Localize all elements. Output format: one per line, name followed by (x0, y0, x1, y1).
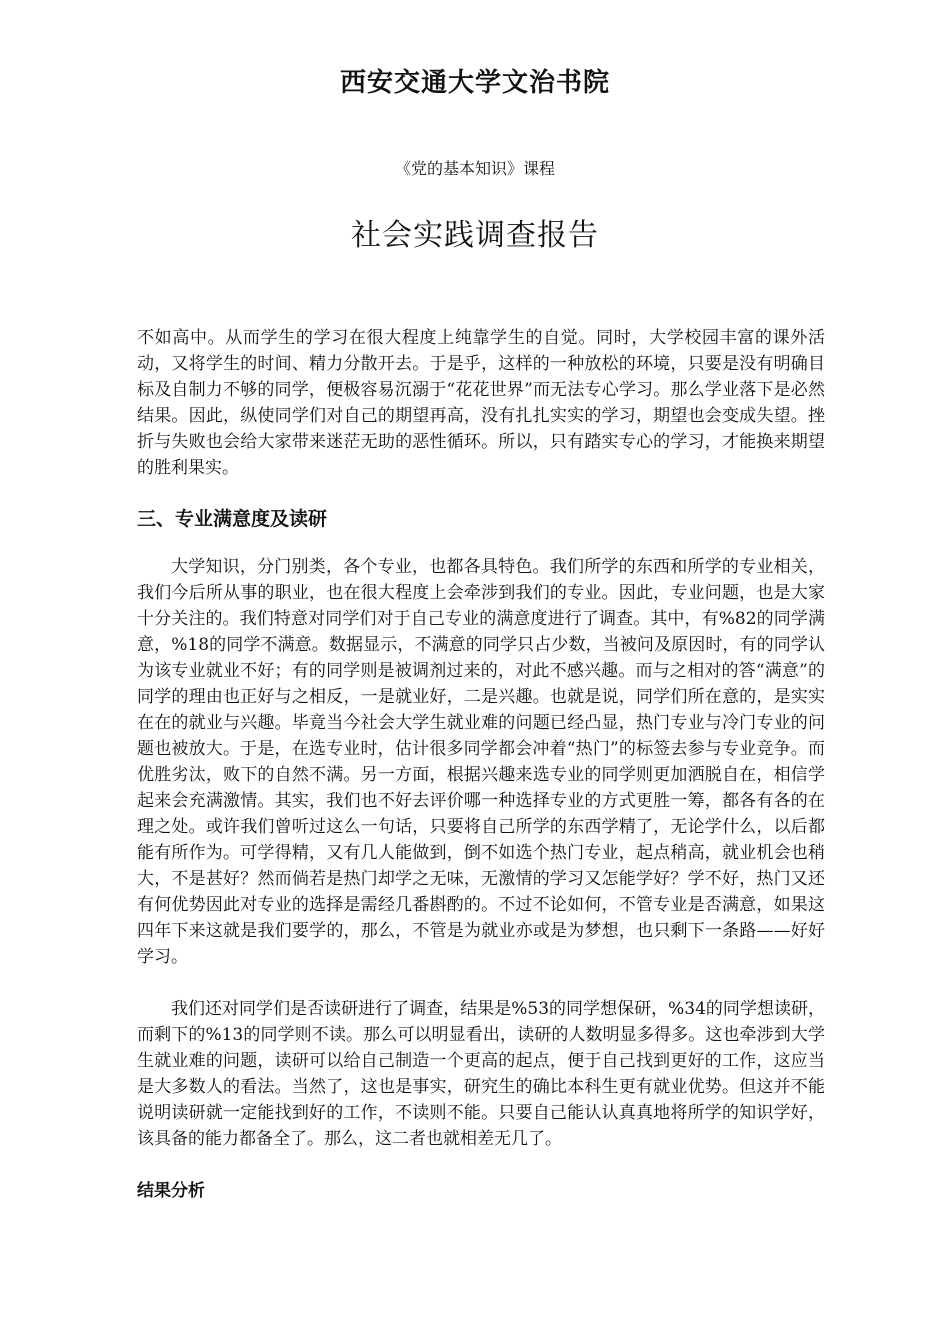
paragraph-graduate-study: 我们还对同学们是否读研进行了调查，结果是%53的同学想保研，%34的同学想读研，而剩下的%13的同学则不读。那么可以明显看出，读研的人数明显多得多。这也牵涉到大学生就业难的问题，读研可以给自己制造一个更高的起点，便于自己找到更好的工作，这应当是大多数人的看法。当然了，这也是事实，研究生的确比本科生更有就业优势。但这并不能说明读研就一定能找到好的工作，不读则不能。只要自己能认认真真地将所学的知识学好，该具备的能力都备全了。那么，这二者也就相差无几了。 (137, 999, 825, 1149)
paragraph-gap (137, 970, 825, 996)
school-title: 西安交通大学文治书院 (339, 68, 610, 98)
course-name: 《党的基本知识》课程 (394, 159, 555, 178)
results-analysis-heading: 结果分析 (137, 1181, 205, 1201)
paragraph-continued: 不如高中。从而学生的学习在很大程度上纯靠学生的自觉。同时，大学校园丰富的课外活动，又将学生的时间、精力分散开去。于是乎，这样的一种放松的环境，只要是没有明确目标及自制力不够的同学，便极容易沉溺于“花花世界”而无法专心学习。那么学业落下是必然结果。因此，纵使同学们对自己的期望再高，没有扎扎实实的学习，期望也会变成失望。挫折与失败也会给大家带来迷茫无助的恶性循环。所以，只有踏实专心的学习，才能换来期望的胜利果实。 (137, 328, 825, 478)
paragraph-major-satisfaction: 大学知识，分门别类，各个专业，也都各具特色。我们所学的东西和所学的专业相关，我们今后所从事的职业，也在很大程度上会牵涉到我们的专业。因此，专业问题，也是大家十分关注的。我们特意对同学们对于自己专业的满意度进行了调查。其中，有%82的同学满意，%18的同学不满意。数据显示，不满意的同学只占少数，当被问及原因时，有的同学认为该专业就业不好；有的同学则是被调剂过来的，对此不感兴趣。而与之相对的答“满意”的同学的理由也正好与之相反，一是就业好，二是兴趣。也就是说，同学们所在意的，是实实在在的就业与兴趣。毕竟当今社会大学生就业难的问题已经凸显，热门专业与冷门专业的问题也被放大。于是，在选专业时，估计很多同学都会冲着“热门”的标签去参与专业竞争。而优胜劣汰，败下的自然不满。另一方面，根据兴趣来选专业的同学则更加洒脱自在，相信学起来会充满激情。其实，我们也不好去评价哪一种选择专业的方式更胜一筹，都各有各的在理之处。或许我们曾听过这么一句话，只要将自己所学的东西学精了，无论学什么，以后都能有所作为。可学得精，又有几人能做到，倒不如选个热门专业，起点稍高，就业机会也稍大，不是甚好？然而倘若是热门却学之无味，无激情的学习又怎能学好？学不好，热门又还有何优势因此对专业的选择是需经几番斟酌的。不过不论如何，不管专业是否满意，如果这四年下来这就是我们要学的，那么，不管是为就业亦或是为梦想，也只剩下一条路——好好学习。 (137, 557, 825, 967)
section-heading: 三、专业满意度及读研 (137, 508, 328, 530)
report-title: 社会实践调查报告 (351, 218, 599, 253)
document-body (137, 325, 825, 1204)
